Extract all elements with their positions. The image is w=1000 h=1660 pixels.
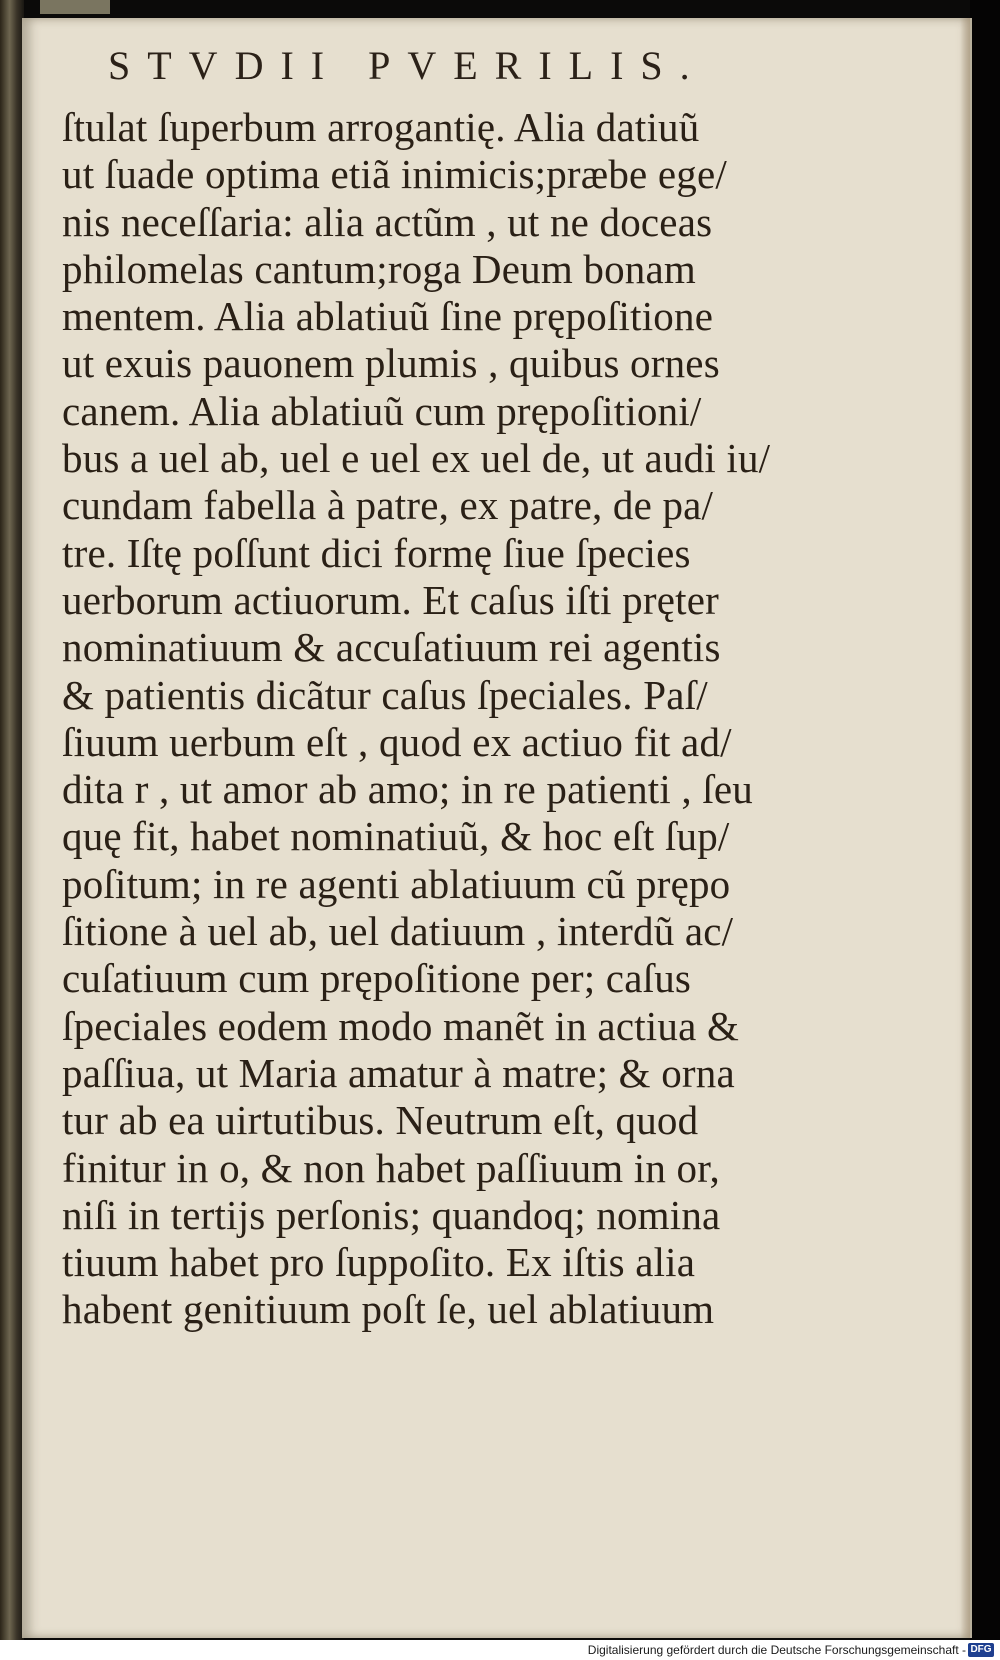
page-tab-marker — [40, 0, 110, 14]
page-body-text — [62, 104, 812, 1334]
funding-credit: Digitalisierung gefördert durch die Deutsche Forschungsgemeinschaft - — [587, 1643, 966, 1657]
text-line: nis neceſſaria: alia actũm , ut ne doceas — [62, 198, 713, 245]
text-line: niſi in tertijs perſonis; quandoq; nomina — [62, 1191, 721, 1238]
text-line: canem. Alia ablatiuũ cum prępoſitioni/ — [62, 387, 702, 434]
text-line: quę fit, habet nominatiuũ, & hoc eſt ſup/ — [62, 813, 730, 860]
text-line: mentem. Alia ablatiuũ ſine prępoſitione — [62, 293, 714, 340]
text-line: uerborum actiuorum. Et caſus iſti pręter — [62, 576, 719, 623]
dfg-logo: DFG — [968, 1643, 994, 1657]
text-line: ut exuis pauonem plumis , quibus ornes — [62, 340, 720, 387]
book-spine-edge — [0, 0, 24, 1640]
text-line: tre. Iſtę poſſunt dici formę ſiue ſpecies — [62, 529, 691, 576]
text-line: tiuum habet pro ſuppoſito. Ex iſtis alia — [62, 1239, 696, 1286]
text-line: nominatiuum & accuſatiuum rei agentis — [62, 624, 721, 671]
text-line: philomelas cantum;roga Deum bonam — [62, 245, 696, 292]
text-line: ut ſuade optima etiã inimicis;præbe ege/ — [62, 151, 727, 198]
text-line: habent genitiuum poſt ſe, uel ablatiuum — [62, 1286, 715, 1333]
text-line: ſitione à uel ab, uel datiuum , interdũ ac/ — [62, 908, 734, 955]
text-line: ſtulat ſuperbum arrogantię. Alia datiuũ — [62, 104, 700, 150]
text-line: cuſatiuum cum prępoſitione per; caſus — [62, 955, 692, 1002]
text-line: paſſiua, ut Maria amatur à matre; & orna — [62, 1049, 735, 1096]
text-line: ſpeciales eodem modo manẽt in actiua & — [62, 1002, 740, 1049]
running-head: STVDII PVERILIS. — [108, 43, 707, 88]
text-line: tur ab ea uirtutibus. Neutrum eſt, quod — [62, 1097, 699, 1144]
scan-right-margin — [970, 0, 1000, 1640]
text-line: dita r , ut amor ab amo; in re patienti , ſeu — [62, 766, 753, 813]
text-line: bus a uel ab, uel e uel ex uel de, ut audi iu/ — [62, 435, 771, 482]
text-line: cundam fabella à patre, ex patre, de pa/ — [62, 482, 714, 529]
text-line: ſiuum uerbum eſt , quod ex actiuo fit ad/ — [62, 718, 732, 765]
text-line: poſitum; in re agenti ablatiuum cũ prępo — [62, 860, 731, 907]
text-line: finitur in o, & non habet paſſiuum in or, — [62, 1144, 720, 1191]
text-line: & patientis dicãtur caſus ſpeciales. Paſ/ — [62, 671, 708, 718]
